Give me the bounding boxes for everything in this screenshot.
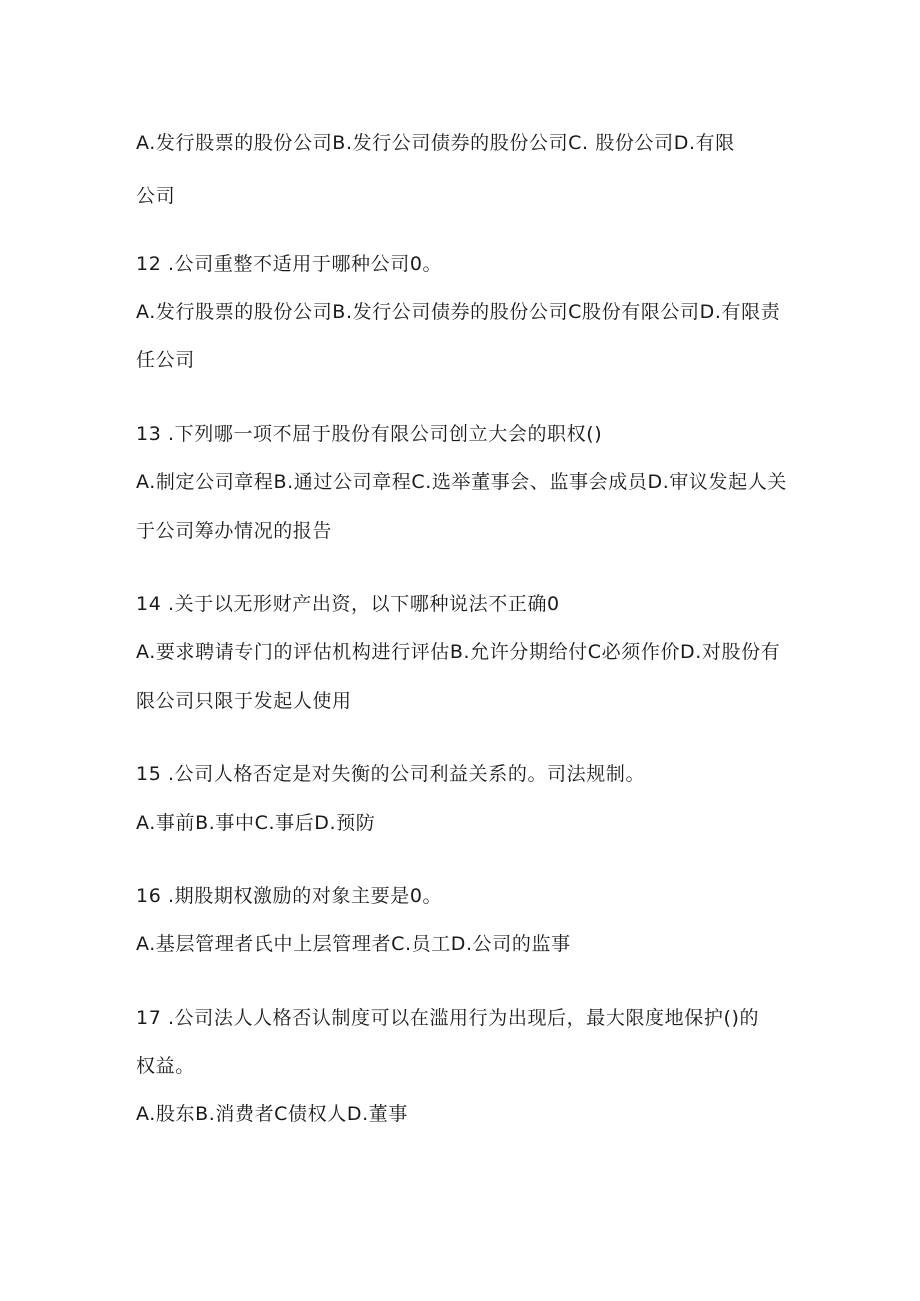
q12-question: 12 .公司重整不适用于哪种公司0。: [136, 253, 443, 275]
q13-question: 13 .下列哪一项不屈于股份有限公司创立大会的职权(): [136, 423, 603, 445]
q17-question-line2: 权益。: [136, 1055, 195, 1077]
q13-options-line1: A.制定公司章程B.通过公司章程C.选举董事会、监事会成员D.审议发起人关: [136, 471, 787, 493]
q16-question: 16 .期股期权激励的对象主要是0。: [136, 885, 443, 907]
q16-options: A.基层管理者氏中上层管理者C.员工D.公司的监事: [136, 933, 571, 955]
q15-question: 15 .公司人格否定是对失衡的公司利益关系的。司法规制。: [136, 763, 646, 785]
q14-options-line2: 限公司只限于发起人使用: [136, 690, 352, 712]
q13-options-line2: 于公司筹办情况的报告: [136, 520, 333, 542]
q14-question: 14 .关于以无形财产出资，以下哪种说法不正确0: [136, 593, 560, 615]
q14-options-line1: A.要求聘请专门的评估机构进行评估B.允许分期给付C必须作价D.对股份有: [136, 641, 781, 663]
q17-question-line1: 17 .公司法人人格否认制度可以在滥用行为出现后，最大限度地保护()的: [136, 1007, 760, 1029]
q15-options: A.事前B.事中C.事后D.预防: [136, 812, 376, 834]
q11-options-line1: A.发行股票的股份公司B.发行公司债券的股份公司C. 股份公司D.有限: [136, 132, 735, 154]
q11-options-line2: 公司: [136, 185, 176, 207]
q12-options-line2: 任公司: [136, 349, 195, 371]
q17-options: A.股东B.消费者C债权人D.董事: [136, 1103, 408, 1125]
q12-options-line1: A.发行股票的股份公司B.发行公司债券的股份公司C股份有限公司D.有限责: [136, 301, 781, 323]
